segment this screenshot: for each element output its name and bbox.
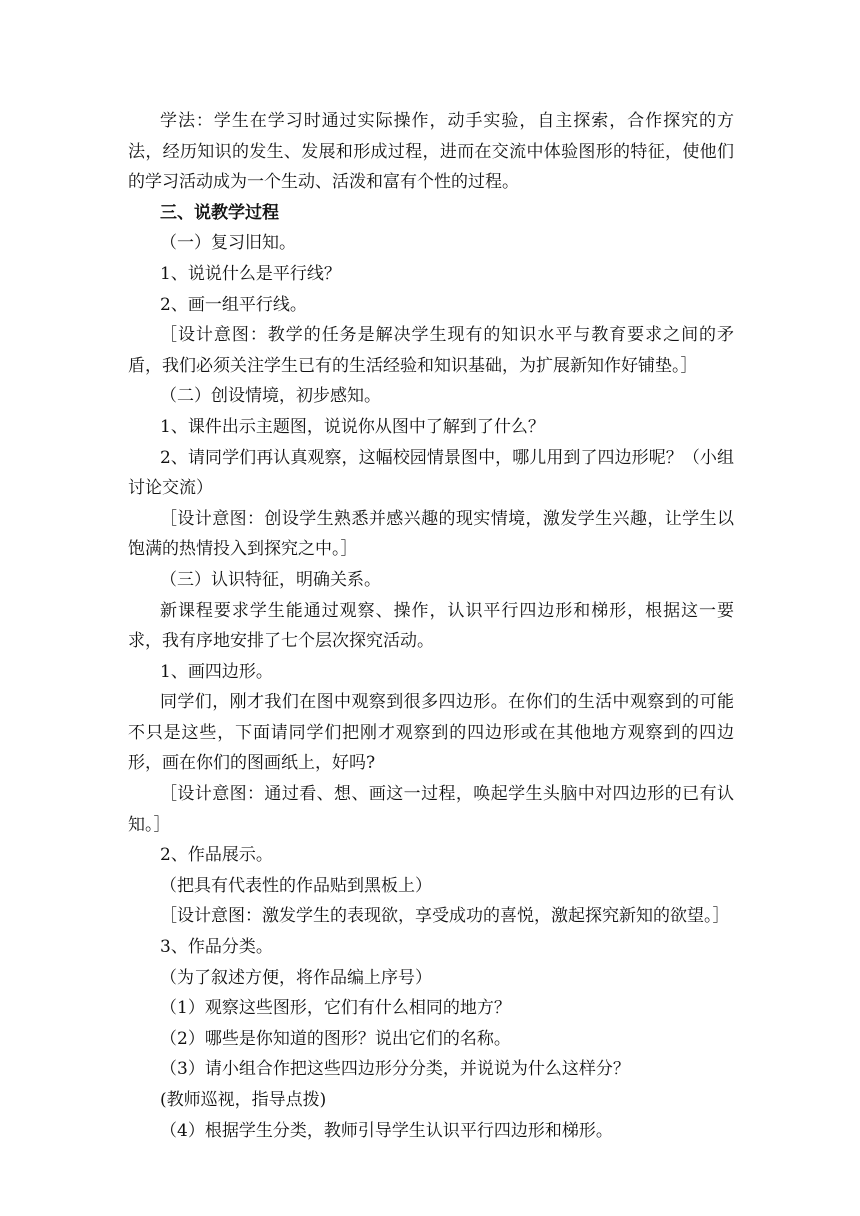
paragraph-study-method: 学法：学生在学习时通过实际操作，动手实验，自主探索，合作探究的方法，经历知识的发生、发展和形成过程，进而在交流中体验图形的特征，使他们的学习活动成为一个生动、活泼和富有个性的过程。 [128, 111, 734, 193]
subheading-review: （一）复习旧知。 [160, 233, 296, 254]
list-item: （2）哪些是你知道的图形？说出它们的名称。 [160, 1028, 511, 1049]
design-intent-note: ［设计意图：教学的任务是解决学生现有的知识水平与教育要求之间的矛盾，我们必须关注学生已有的生活经验和知识基础，为扩展新知作好铺垫。］ [128, 325, 734, 376]
body-paragraph: （为了叙述方便，将作品编上序号） [160, 967, 432, 988]
body-paragraph: 新课程要求学生能通过观察、操作，认识平行四边形和梯形，根据这一要求，我有序地安排了七个层次探究活动。 [128, 600, 734, 652]
design-intent-note: ［设计意图：激发学生的表现欲，享受成功的喜悦，激起探究新知的欲望。］ [160, 906, 730, 927]
list-item: 1、说说什么是平行线？ [160, 263, 341, 284]
list-item: （3）请小组合作把这些四边形分分类，并说说为什么这样分？ [160, 1059, 630, 1080]
subheading-features: （三）认识特征，明确关系。 [160, 569, 381, 590]
list-item: 2、请同学们再认真观察，这幅校园情景图中，哪儿用到了四边形呢？（小组讨论交流） [128, 447, 734, 499]
list-item: 2、作品展示。 [160, 845, 273, 866]
body-paragraph: (教师巡视，指导点拨) [160, 1090, 327, 1110]
list-item: 3、作品分类。 [160, 937, 273, 958]
list-item: （1）观察这些图形，它们有什么相同的地方？ [160, 998, 511, 1019]
section-heading-teaching-process: 三、说教学过程 [160, 202, 279, 223]
body-paragraph: 同学们，刚才我们在图中观察到很多四边形。在你们的生活中观察到的可能不只是这些，下面请同学们把刚才观察到的四边形或在其他地方观察到的四边形，画在你们的图画纸上，好吗? [128, 692, 734, 774]
list-item: 1、画四边形。 [160, 661, 273, 682]
document-body [128, 106, 734, 1146]
list-item: （4）根据学生分类，教师引导学生认识平行四边形和梯形。 [160, 1120, 613, 1141]
subheading-scenario: （二）创设情境，初步感知。 [160, 386, 381, 407]
design-intent-note: ［设计意图：通过看、想、画这一过程，唤起学生头脑中对四边形的已有认知。］ [128, 784, 734, 835]
body-paragraph: （把具有代表性的作品贴到黑板上） [160, 875, 432, 896]
list-item: 2、画一组平行线。 [160, 294, 307, 315]
design-intent-note: ［设计意图：创设学生熟悉并感兴趣的现实情境，激发学生兴趣，让学生以饱满的热情投入到探究之中。］ [128, 508, 734, 560]
list-item: 1、课件出示主题图，说说你从图中了解到了什么？ [160, 416, 545, 437]
